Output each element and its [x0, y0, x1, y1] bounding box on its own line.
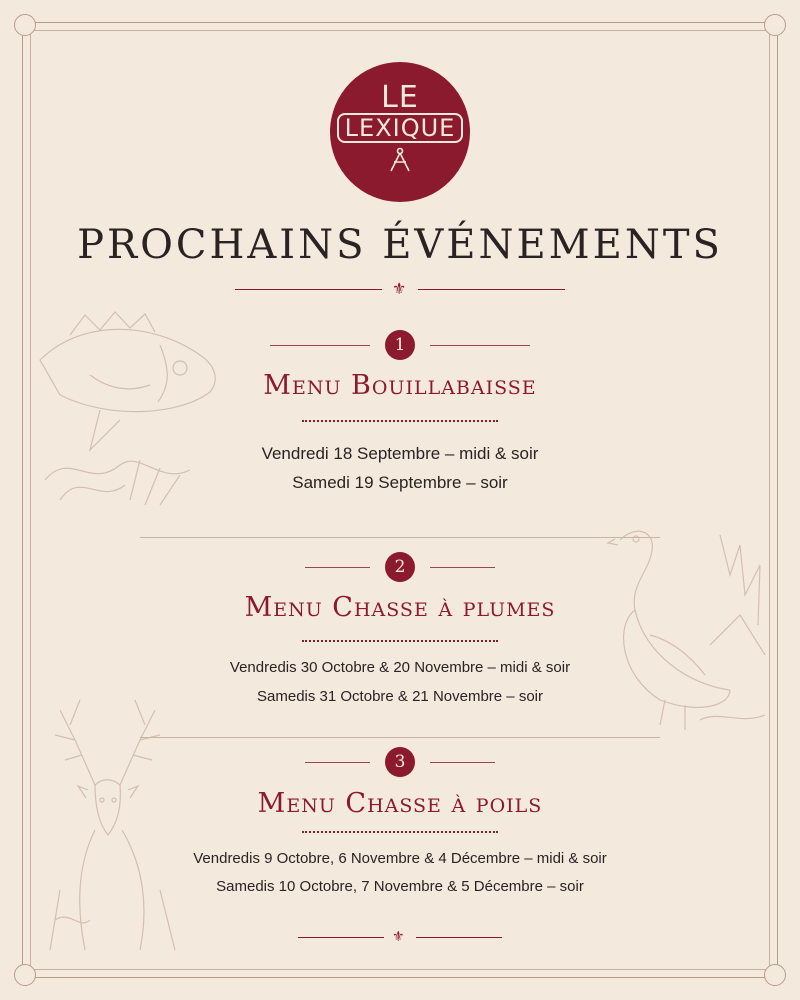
number-line-left: [305, 567, 370, 568]
event-date-line: Vendredi 18 Septembre – midi & soir: [261, 444, 539, 463]
event-number-badge: 1: [385, 330, 415, 360]
dotted-divider: [302, 420, 498, 422]
title-divider-left: [235, 289, 382, 290]
frame-corner: [764, 14, 786, 36]
dotted-divider: [302, 831, 498, 833]
event-date-line: Vendredis 9 Octobre, 6 Novembre & 4 Décembre – midi & soir: [193, 850, 607, 867]
event-date-line: Vendredis 30 Octobre & 20 Novembre – midi & soir: [229, 659, 571, 676]
event-title: Menu Bouillabaisse: [263, 370, 537, 401]
dotted-divider: [302, 640, 498, 642]
event-date-line: Samedi 19 Septembre – soir: [292, 473, 508, 492]
compass-icon: [386, 147, 414, 173]
logo-text-le: LE: [381, 80, 419, 115]
frame-corner: [14, 964, 36, 986]
event-title: Menu Chasse à plumes: [244, 592, 556, 623]
bottom-divider-left: [298, 937, 384, 938]
number-line-left: [270, 345, 370, 346]
restaurant-logo: [330, 62, 470, 202]
number-line-left: [305, 762, 370, 763]
stag-illustration: [40, 690, 190, 960]
frame-corner: [764, 964, 786, 986]
section-separator: [140, 737, 660, 738]
title-divider-right: [418, 289, 565, 290]
page-title: PROCHAINS ÉVÉNEMENTS: [77, 222, 723, 268]
bottom-divider-right: [416, 937, 502, 938]
event-number-badge: 2: [385, 552, 415, 582]
section-separator: [140, 537, 660, 538]
event-title: Menu Chasse à poils: [257, 788, 543, 819]
number-line-right: [430, 762, 495, 763]
number-line-right: [430, 345, 530, 346]
fleur-de-lis-icon: ⚜: [392, 279, 407, 298]
frame-corner: [14, 14, 36, 36]
event-date-line: Samedis 10 Octobre, 7 Novembre & 5 Décembre – soir: [216, 878, 584, 895]
fleur-de-lis-icon: ⚜: [392, 929, 405, 945]
logo-text-lexique: LEXIQUE: [337, 113, 464, 143]
event-date-line: Samedis 31 Octobre & 21 Novembre – soir: [257, 688, 543, 705]
fish-illustration: [30, 300, 230, 530]
number-line-right: [430, 567, 495, 568]
event-number-badge: 3: [385, 747, 415, 777]
